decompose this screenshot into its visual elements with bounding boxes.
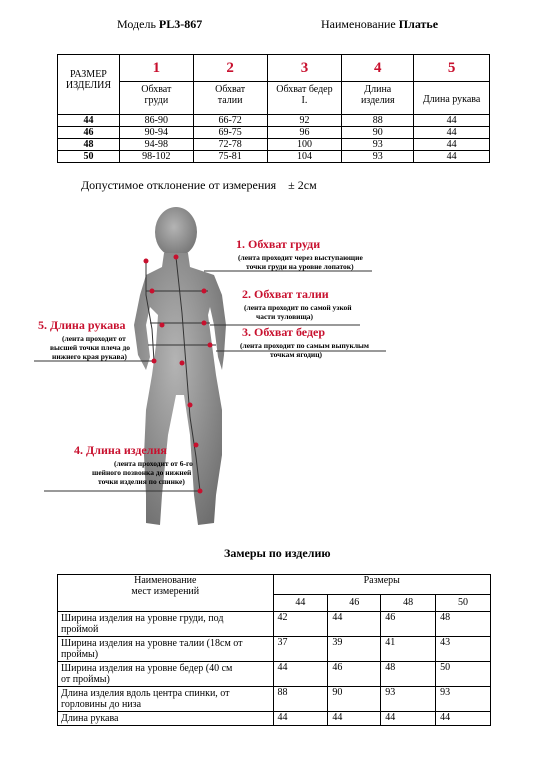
sizes-header: Размеры (273, 575, 491, 595)
table-row: Ширина изделия на уровне талии (18см от проймы) 37 39 41 43 (58, 637, 491, 662)
svg-text:высшей точки плеча до: высшей точки плеча до (50, 343, 131, 352)
size-header (58, 55, 120, 115)
measurement-figure (0, 195, 536, 535)
table-row: Длина изделия вдоль центра спинки, от горловины до низа 88 90 93 93 (58, 687, 491, 712)
svg-text:части туловища): части туловища) (256, 312, 314, 321)
label-hips-title: 3. Обхват бедер (242, 325, 326, 339)
measure-table (57, 574, 491, 726)
model-line (117, 17, 202, 32)
size-col-50: 50 (436, 594, 491, 611)
table-row: Ширина изделия на уровне бедер (40 см от проймы) 44 46 48 50 (58, 662, 491, 687)
label-bust-title: 1. Обхват груди (236, 237, 321, 251)
size-header-line2: ИЗДЕЛИЯ (65, 80, 111, 91)
size-col-46: 46 (328, 594, 381, 611)
col-num-1: 1 (119, 55, 193, 82)
col-num-5: 5 (414, 55, 490, 82)
svg-text:(лента проходит через выступаю: (лента проходит через выступающие (238, 253, 363, 262)
col-num-3: 3 (267, 55, 342, 82)
table-row: 44 86-90 66-72 92 88 44 (58, 115, 490, 127)
size-table (57, 54, 490, 163)
svg-text:точкам ягодиц): точкам ягодиц) (270, 350, 323, 359)
svg-text:(лента проходит по самым выпук: (лента проходит по самым выпуклым (240, 341, 370, 350)
size-header-line1: РАЗМЕР (70, 69, 107, 80)
size-col-44: 44 (273, 594, 328, 611)
table-row: Ширина изделия на уровне груди, под проймой 42 44 46 48 (58, 612, 491, 637)
svg-text:нижнего края рукава): нижнего края рукава) (52, 352, 127, 361)
measure-table-title: Замеры по изделию (224, 546, 331, 560)
svg-text:(лента проходит от 6-го: (лента проходит от 6-го (114, 459, 193, 468)
col-label-bust: Обхват груди (119, 82, 193, 115)
label-sleeve-title: 5. Длина рукава (38, 318, 126, 332)
col-label-length: Длина изделия (342, 82, 414, 115)
size-col-48: 48 (381, 594, 436, 611)
tolerance-note: Допустимое отклонение от измерения ± 2см (81, 178, 317, 192)
label-waist-title: 2. Обхват талии (242, 287, 329, 301)
svg-text:шейного позвонка до нижней: шейного позвонка до нижней (92, 468, 192, 477)
model-value: PL3-867 (158, 17, 203, 31)
col-label-hips: Обхват бедер I. (267, 82, 342, 115)
model-label: Модель (117, 17, 156, 31)
table-row: 48 94-98 72-78 100 93 44 (58, 139, 490, 151)
table-row: Длина рукава 44 44 44 44 (58, 712, 491, 726)
svg-text:точки груди на уровне лопаток): точки груди на уровне лопаток) (246, 262, 354, 271)
col-label-sleeve: Длина рукава (414, 82, 490, 115)
col-num-4: 4 (342, 55, 414, 82)
name-line (321, 17, 438, 32)
col-num-2: 2 (193, 55, 267, 82)
svg-text:(лента проходит по самой узкой: (лента проходит по самой узкой (244, 303, 352, 312)
measure-name-header: Наименование мест измерений (58, 575, 274, 612)
name-value: Платье (398, 17, 439, 31)
table-row: 46 90-94 69-75 96 90 44 (58, 127, 490, 139)
table-row: 50 98-102 75-81 104 93 44 (58, 151, 490, 163)
label-length-title: 4. Длина изделия (74, 443, 167, 457)
svg-text:точки изделия по спинке): точки изделия по спинке) (98, 477, 185, 486)
col-label-waist: Обхват талии (193, 82, 267, 115)
svg-text:(лента проходит от: (лента проходит от (62, 334, 126, 343)
name-label: Наименование (321, 17, 396, 31)
